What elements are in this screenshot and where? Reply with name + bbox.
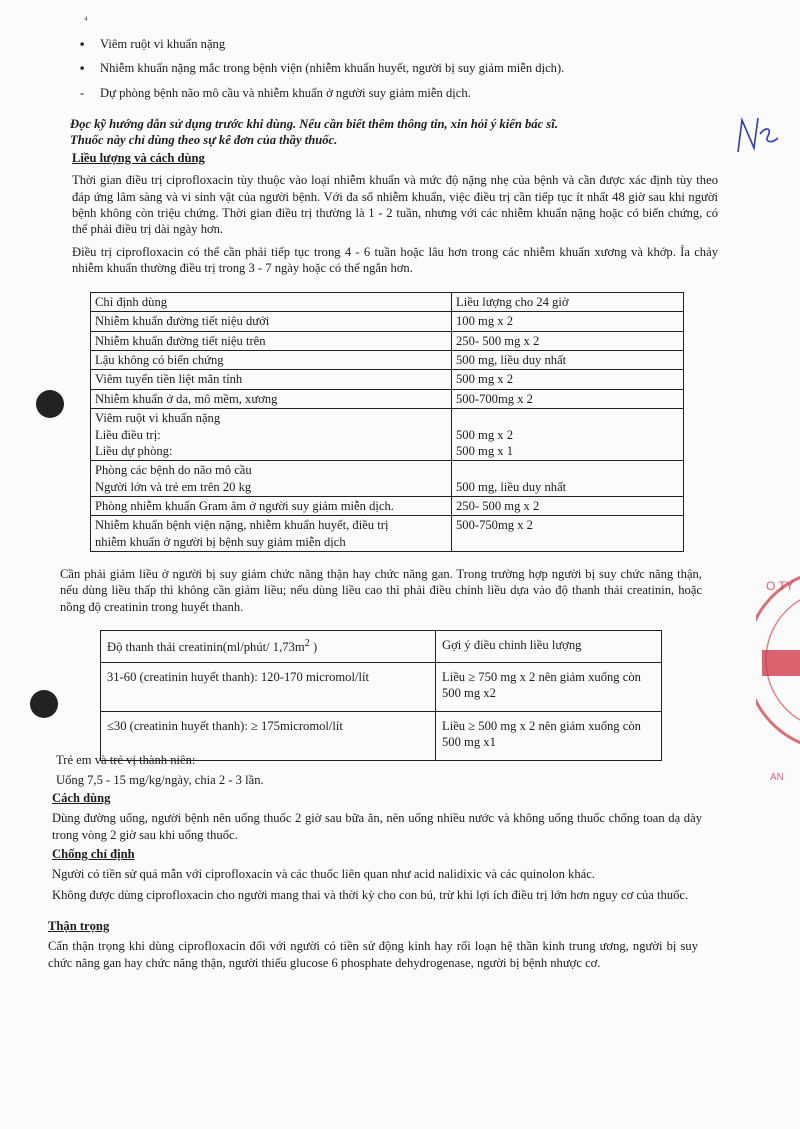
table-cell: Phòng nhiễm khuẩn Gram âm ở người suy giảm miễn dịch. <box>91 496 452 515</box>
bullet-item <box>80 85 720 101</box>
table-row <box>101 662 662 711</box>
cell-line: Người lớn và trẻ em trên 20 kg <box>95 479 252 494</box>
table-cell: 100 mg x 2 <box>452 312 684 331</box>
table-cell <box>91 461 452 497</box>
bullet-item <box>80 36 720 52</box>
paragraph: Dùng đường uống, người bệnh nên uống thuốc 2 giờ sau bữa ăn, nên uống nhiều nước và không uống thuốc chống toan dạ dày trong vòng 2 giờ sau khi uống thuốc. <box>52 811 702 842</box>
children-title: Trẻ em và trẻ vị thành niên: <box>56 753 196 767</box>
table-row <box>91 389 684 408</box>
table-row <box>91 461 684 497</box>
cell-line: 500 mg, liều duy nhất <box>456 479 567 494</box>
indication-bullets <box>80 36 720 109</box>
table-cell <box>91 409 452 461</box>
warning-line: Đọc kỹ hướng dẫn sử dụng trước khi dùng. Nếu cần biết thêm thông tin, xin hỏi ý kiến bác sĩ. <box>70 117 558 131</box>
superscript: 2 <box>304 638 310 649</box>
paragraph: Người có tiền sử quá mẫn với ciprofloxacin và các thuốc liên quan như acid nalidixic và các quinolon khác. <box>52 867 595 882</box>
cell-line: nhiễm khuẩn ở người bị bệnh suy giảm miễn dịch <box>95 534 346 549</box>
table-row <box>91 516 684 552</box>
table-header-cell: Chỉ định dùng <box>91 293 452 312</box>
children-dose: Uống 7,5 - 15 mg/kg/ngày, chia 2 - 3 lần. <box>56 773 264 788</box>
table-header-row <box>101 631 662 663</box>
header-text: ) <box>309 640 318 655</box>
paragraph: Điều trị ciprofloxacin có thể cần phải tiếp tục trong 4 - 6 tuần hoặc lâu hơn trong các nhiễm khuẩn xương và khớp. Ỉa chảy nhiễm khuẩn thường điều trị trong 3 - 7 ngày hoặc có thể ngắn hơn. <box>72 244 718 276</box>
caution-section <box>48 918 698 971</box>
punch-hole <box>36 390 64 418</box>
punch-hole <box>30 690 58 718</box>
signature-mark <box>732 112 782 162</box>
cell-line: Nhiễm khuẩn bệnh viện nặng, nhiễm khuẩn huyết, điều trị <box>95 518 389 533</box>
bullet-marker: ▪ <box>80 61 85 76</box>
section-heading: Chống chỉ định <box>52 847 135 861</box>
table-header-cell: Gợi ý điều chỉnh liều lượng <box>436 631 662 663</box>
cell-line: Phòng các bệnh do não mô cầu <box>95 463 252 478</box>
table-row <box>91 351 684 370</box>
table-row <box>91 409 684 461</box>
cell-line: Liều dự phòng: <box>95 443 173 458</box>
table-cell: 500 mg, liều duy nhất <box>452 351 684 370</box>
contraindication-section <box>52 846 702 903</box>
table-cell: 31-60 (creatinin huyết thanh): 120-170 micromol/lít <box>101 662 436 711</box>
paragraph: Thời gian điều trị ciprofloxacin tùy thuộc vào loại nhiễm khuẩn và mức độ nặng nhẹ của bệnh và cần được xác định tùy theo đáp ứng lâm sàng và vi sinh vật của người bệnh. Với đa số nhiễm khuẩn, việc điều trị cần tiếp tục ít nhất 48 giờ sau khi người bệnh không còn triệu chứng. Thời gian điều trị thường là 1 - 2 tuần, nhưng với các nhiễm khuẩn nặng hoặc có biến chứng, có thể phải điều trị dài ngày hơn. <box>72 173 718 237</box>
renal-adjust-table <box>100 630 662 761</box>
table-cell: Nhiễm khuẩn ở da, mô mềm, xương <box>91 389 452 408</box>
section-heading: Liều lượng và cách dùng <box>72 151 205 165</box>
warning-block <box>70 116 730 149</box>
table-cell <box>91 516 452 552</box>
dosage-section <box>72 150 718 277</box>
table-header-row <box>91 293 684 312</box>
table-cell <box>452 461 684 497</box>
table-header-cell <box>101 631 436 663</box>
bullet-marker: - <box>80 85 85 100</box>
table-cell: 250- 500 mg x 2 <box>452 496 684 515</box>
table-cell: 500 mg x 2 <box>452 370 684 389</box>
svg-text:AN: AN <box>770 772 784 783</box>
bullet-item <box>80 60 720 76</box>
renal-paragraph <box>60 566 702 615</box>
red-stamp-edge <box>756 530 800 800</box>
cell-line: Liều điều trị: <box>95 427 161 442</box>
warning-line: Thuốc này chỉ dùng theo sự kê đơn của thầy thuốc. <box>70 133 338 148</box>
table-cell: Liều ≥ 500 mg x 2 nên giảm xuống còn 500 mg x1 <box>436 711 662 760</box>
bullet-text: Nhiễm khuẩn nặng mắc trong bệnh viện (nhiễm khuẩn huyết, người bị suy giảm miễn dịch). <box>100 61 565 76</box>
table-header-cell: Liều lượng cho 24 giờ <box>452 293 684 312</box>
table-cell: ≤30 (creatinin huyết thanh): ≥ 175micromol/lít <box>101 711 436 760</box>
table-cell <box>452 409 684 461</box>
table-row <box>91 312 684 331</box>
table-cell: 500-750mg x 2 <box>452 516 684 552</box>
bullet-marker: ▪ <box>80 37 85 51</box>
paragraph: Cẩn thận trọng khi dùng ciprofloxacin đối với người có tiền sử động kinh hay rối loạn hệ thần kinh trung ương, người bị suy chức năng gan hay chức năng thận, người thiếu glucose 6 phosphate dehydrogenase, người bị bệnh nhược cơ. <box>48 939 698 970</box>
table-row <box>91 496 684 515</box>
svg-text:O TY: O TY <box>766 579 794 593</box>
usage-section <box>52 790 702 843</box>
table-cell: 250- 500 mg x 2 <box>452 331 684 350</box>
table-cell: Nhiễm khuẩn đường tiết niệu dưới <box>91 312 452 331</box>
cell-line: Viêm ruột vi khuẩn nặng <box>95 411 221 426</box>
dosage-table <box>90 292 684 552</box>
top-mark: ⁴ <box>84 15 88 26</box>
bullet-text: Viêm ruột vi khuẩn nặng <box>100 37 226 51</box>
table-row <box>91 331 684 350</box>
table-cell: Lậu không có biến chứng <box>91 351 452 370</box>
section-heading: Thận trọng <box>48 919 110 933</box>
table-cell: 500-700mg x 2 <box>452 389 684 408</box>
cell-line: 500 mg x 1 <box>456 443 514 458</box>
section-heading: Cách dùng <box>52 791 111 805</box>
bullet-text: Dự phòng bệnh não mô cầu và nhiễm khuẩn ở người suy giảm miễn dịch. <box>100 85 471 100</box>
table-cell: Liều ≥ 750 mg x 2 nên giảm xuống còn 500 mg x2 <box>436 662 662 711</box>
header-text: Độ thanh thải creatinin(ml/phút/ 1,73m <box>107 640 305 655</box>
paragraph: Không được dùng ciprofloxacin cho người mang thai và thời kỳ cho con bú, trừ khi lợi ích điều trị lớn hơn nguy cơ của thuốc. <box>52 887 689 902</box>
cell-line: 500 mg x 2 <box>456 427 514 442</box>
children-section <box>56 752 716 789</box>
paragraph: Cần phải giảm liều ở người bị suy giảm chức năng thận hay chức năng gan. Trong trường hợp người bị suy chức năng thận, nếu dùng liều thấp thì không cần giảm liều; nếu dùng liều cao thì phải điều chỉnh liều dựa vào độ thanh thải creatinin, hoặc nồng độ creatinin trong huyết thanh. <box>60 567 702 614</box>
table-row <box>91 370 684 389</box>
table-cell: Viêm tuyến tiền liệt mãn tính <box>91 370 452 389</box>
table-cell: Nhiễm khuẩn đường tiết niệu trên <box>91 331 452 350</box>
